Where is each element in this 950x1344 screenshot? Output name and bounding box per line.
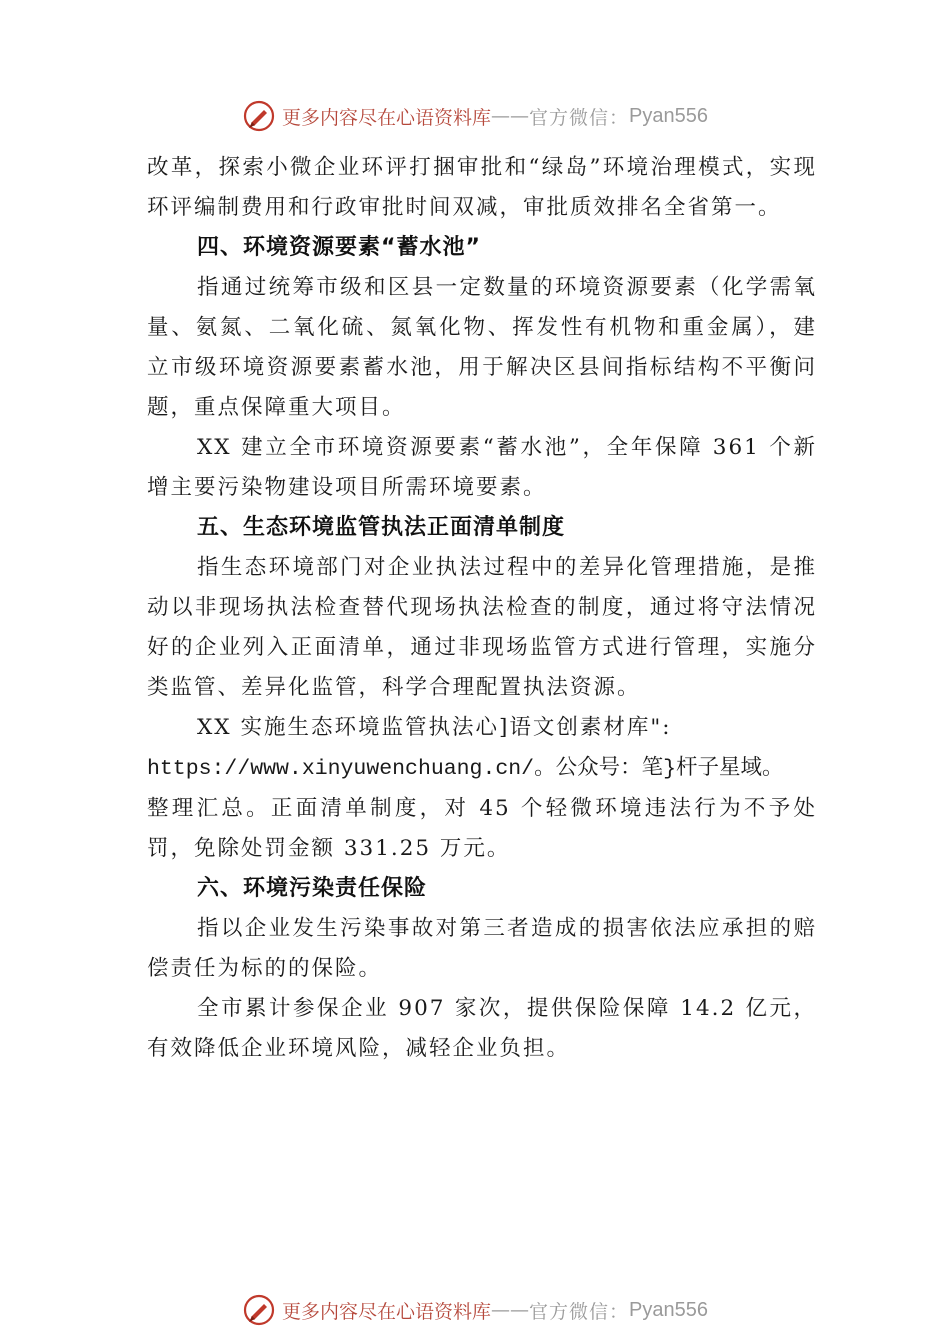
paragraph-definition-5: 指生态环境部门对企业执法过程中的差异化管理措施，是推动以非现场执法检查替代现场执法检查的制度，通过将守法情况好的企业列入正面清单，通过非现场监管方式进行管理，实施分类监管、差异化监管，科学合理配置执法资源。 — [147, 555, 817, 700]
document-body — [147, 148, 817, 1069]
header-dash: —— — [491, 105, 530, 127]
paragraph-continued: 改革，探索小微企业环评打捆审批和“绿岛”环境治理模式，实现环评编制费用和行政审批时间双减，审批质效排名全省第一。 — [147, 155, 817, 220]
paragraph-practice-5-url — [147, 748, 817, 789]
pen-logo-icon — [242, 99, 276, 133]
section-heading-5: 五、生态环境监管执法正面清单制度 — [197, 515, 566, 540]
paragraph-practice-6: 全市累计参保企业 907 家次，提供保险保障 14.2 亿元，有效降低企业环境风险，减轻企业负担。 — [147, 996, 817, 1061]
section-heading-4: 四、环境资源要素“蓄水池” — [197, 235, 481, 260]
header-wechat-label: 官方微信： — [529, 106, 630, 129]
section-heading-6: 六、环境污染责任保险 — [197, 876, 428, 901]
footer-lead-text: 更多内容尽在心语资料库 — [282, 1300, 492, 1323]
header-banner — [0, 96, 950, 136]
url-text: https://www.xinyuwenchuang.cn/。公众号：笔}杆子星域。 — [147, 757, 784, 781]
paragraph-definition-4: 指通过统筹市级和区县一定数量的环境资源要素（化学需氧量、氨氮、二氧化硫、氮氧化物、挥发性有机物和重金属），建立市级环境资源要素蓄水池，用于解决区县间指标结构不平衡问题，重点保障重大项目。 — [147, 275, 817, 420]
paragraph-practice-5-line1: XX 实施生态环境监管执法心]语文创素材库": — [197, 715, 672, 740]
footer-banner — [0, 1290, 950, 1330]
paragraph-practice-4: XX 建立全市环境资源要素“蓄水池”，全年保障 361 个新增主要污染物建设项目所需环境要素。 — [147, 435, 817, 500]
footer-wechat-id: Pyan556 — [629, 1298, 708, 1321]
paragraph-definition-6: 指以企业发生污染事故对第三者造成的损害依法应承担的赔偿责任为标的的保险。 — [147, 916, 817, 981]
paragraph-practice-5-rest: 整理汇总。正面清单制度，对 45 个轻微环境违法行为不予处罚，免除处罚金额 331.25 万元。 — [147, 796, 817, 861]
footer-dash: —— — [491, 1299, 530, 1321]
header-wechat-id: Pyan556 — [629, 104, 708, 127]
pen-logo-icon — [242, 1293, 276, 1327]
footer-wechat-label: 官方微信： — [529, 1300, 630, 1323]
header-lead-text: 更多内容尽在心语资料库 — [282, 106, 492, 129]
